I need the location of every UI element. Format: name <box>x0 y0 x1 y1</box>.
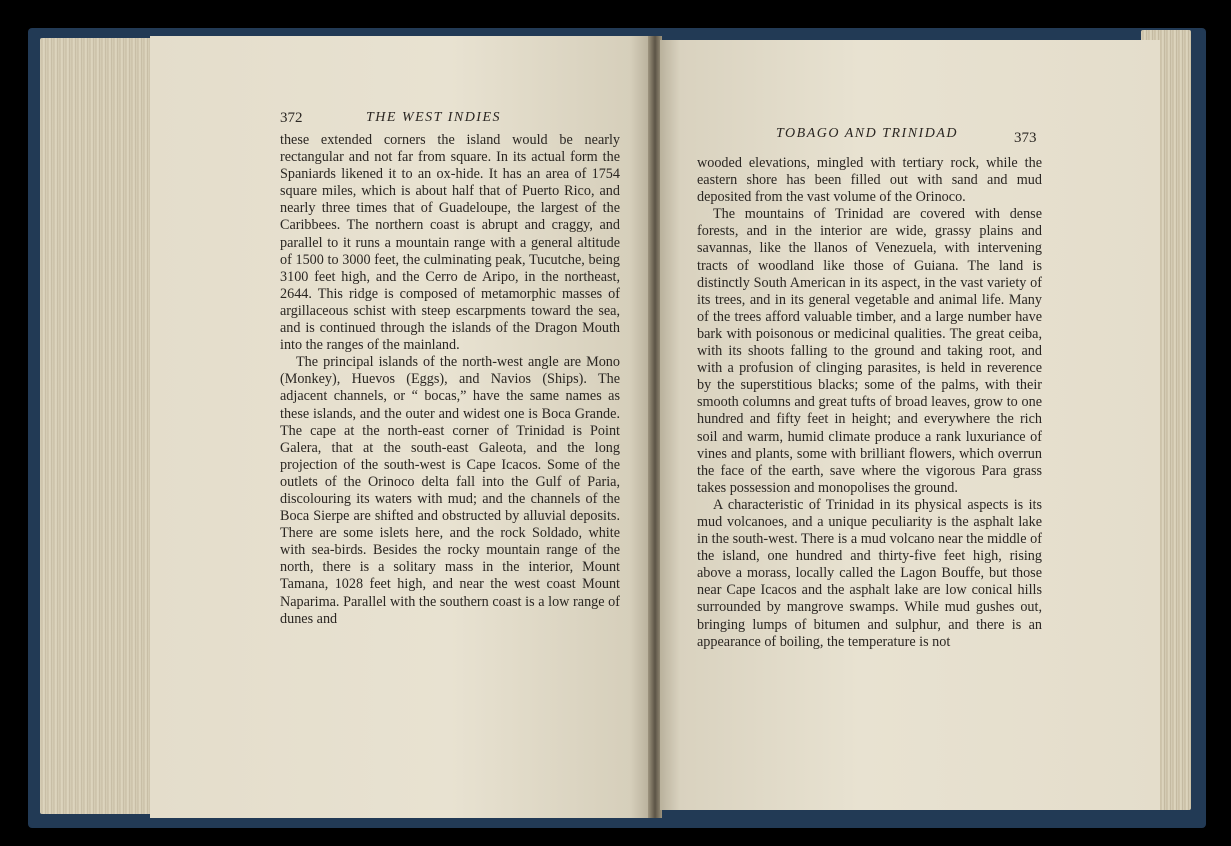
running-head-right: TOBAGO AND TRINIDAD <box>776 126 958 141</box>
page-number-right: 373 <box>1014 130 1037 146</box>
page-edges-left <box>40 38 160 814</box>
paragraph: The mountains of Trinidad are covered with dense forests, and in the interior are wide, grassy plains and savannas, like the llanos of Venezuela, with intervening tracts of woodland like those of Guiana. The land is distinctly South American in its aspect, in the vast variety of its trees, and in its general vegetable and animal life. Many of the trees afford valuable timber, and a large number have bark with poisonous or medicinal qualities. The great ceiba, with its shoots falling to the ground and taking root, and with a profusion of clinging parasites, is held in reverence by the superstitious blacks; some of the palms, with their smooth columns and great tufts of broad leaves, grow to one hundred and fifty feet in height; and everywhere the rich soil and warm, humid climate produce a rank luxuriance of vines and plants, some with brilliant flowers, which overrun the face of the earth, save where the vigorous Para grass takes possession and monopolises the ground. <box>697 206 1042 496</box>
paragraph: these extended corners the island would be nearly rectangular and not far from square. In its actual form the Spaniards likened it to an ox-hide. It has an area of 1754 square miles, which is about half that of Puerto Rico, and nearly three times that of Guadeloupe, the largest of the Caribbees. The northern coast is abrupt and craggy, and parallel to it runs a mountain range with a general altitude of 1500 to 3000 feet, the culminating peak, Tucutche, being 3100 feet high, and the Cerro de Aripo, in the northeast, 2644. This ridge is composed of metamorphic masses of argillaceous schist with steep escarpments toward the sea, and is continued through the islands of the Dragon Mouth into the ranges of the mainland. <box>280 132 620 354</box>
left-page <box>150 36 650 818</box>
left-page-body <box>280 132 620 628</box>
paragraph: wooded elevations, mingled with tertiary rock, while the eastern shore has been filled out with sand and mud deposited from the vast volume of the Orinoco. <box>697 155 1042 206</box>
page-number-left: 372 <box>280 110 303 126</box>
right-page-body <box>697 155 1042 651</box>
paragraph: The principal islands of the north-west angle are Mono (Monkey), Huevos (Eggs), and Navios (Ships). The adjacent channels, or “ bocas,” have the same names as these islands, and the outer and widest one is Boca Grande. The cape at the north-east corner of Trinidad is Point Galera, that at the south-east Galeota, and the long projection of the south-west is Cape Icacos. Some of the outlets of the Orinoco delta fall into the Gulf of Paria, discolouring its waters with mud; and the channels of the Boca Sierpe are shifted and obstructed by alluvial deposits. There are some islets here, and the rock Soldado, white with sea-birds. Besides the rocky mountain range of the north, there is a solitary mass in the interior, Mount Tamana, 1028 feet high, and near the west coast Mount Naparima. Parallel with the southern coast is a low range of dunes and <box>280 354 620 627</box>
running-head-left: THE WEST INDIES <box>366 110 502 125</box>
paragraph: A characteristic of Trinidad in its physical aspects is its mud volcanoes, and a unique peculiarity is the asphalt lake in the south-west. There is a mud volcano near the middle of the island, one hundred and thirty-five feet high, rising above a morass, locally called the Lagon Bouffe, but those near Cape Icacos and the asphalt lake are low conical hills surrounded by mangrove swamps. While mud gushes out, bringing lumps of bitumen and sulphur, and there is an appearance of boiling, the temperature is not <box>697 496 1042 650</box>
right-page <box>660 40 1160 810</box>
